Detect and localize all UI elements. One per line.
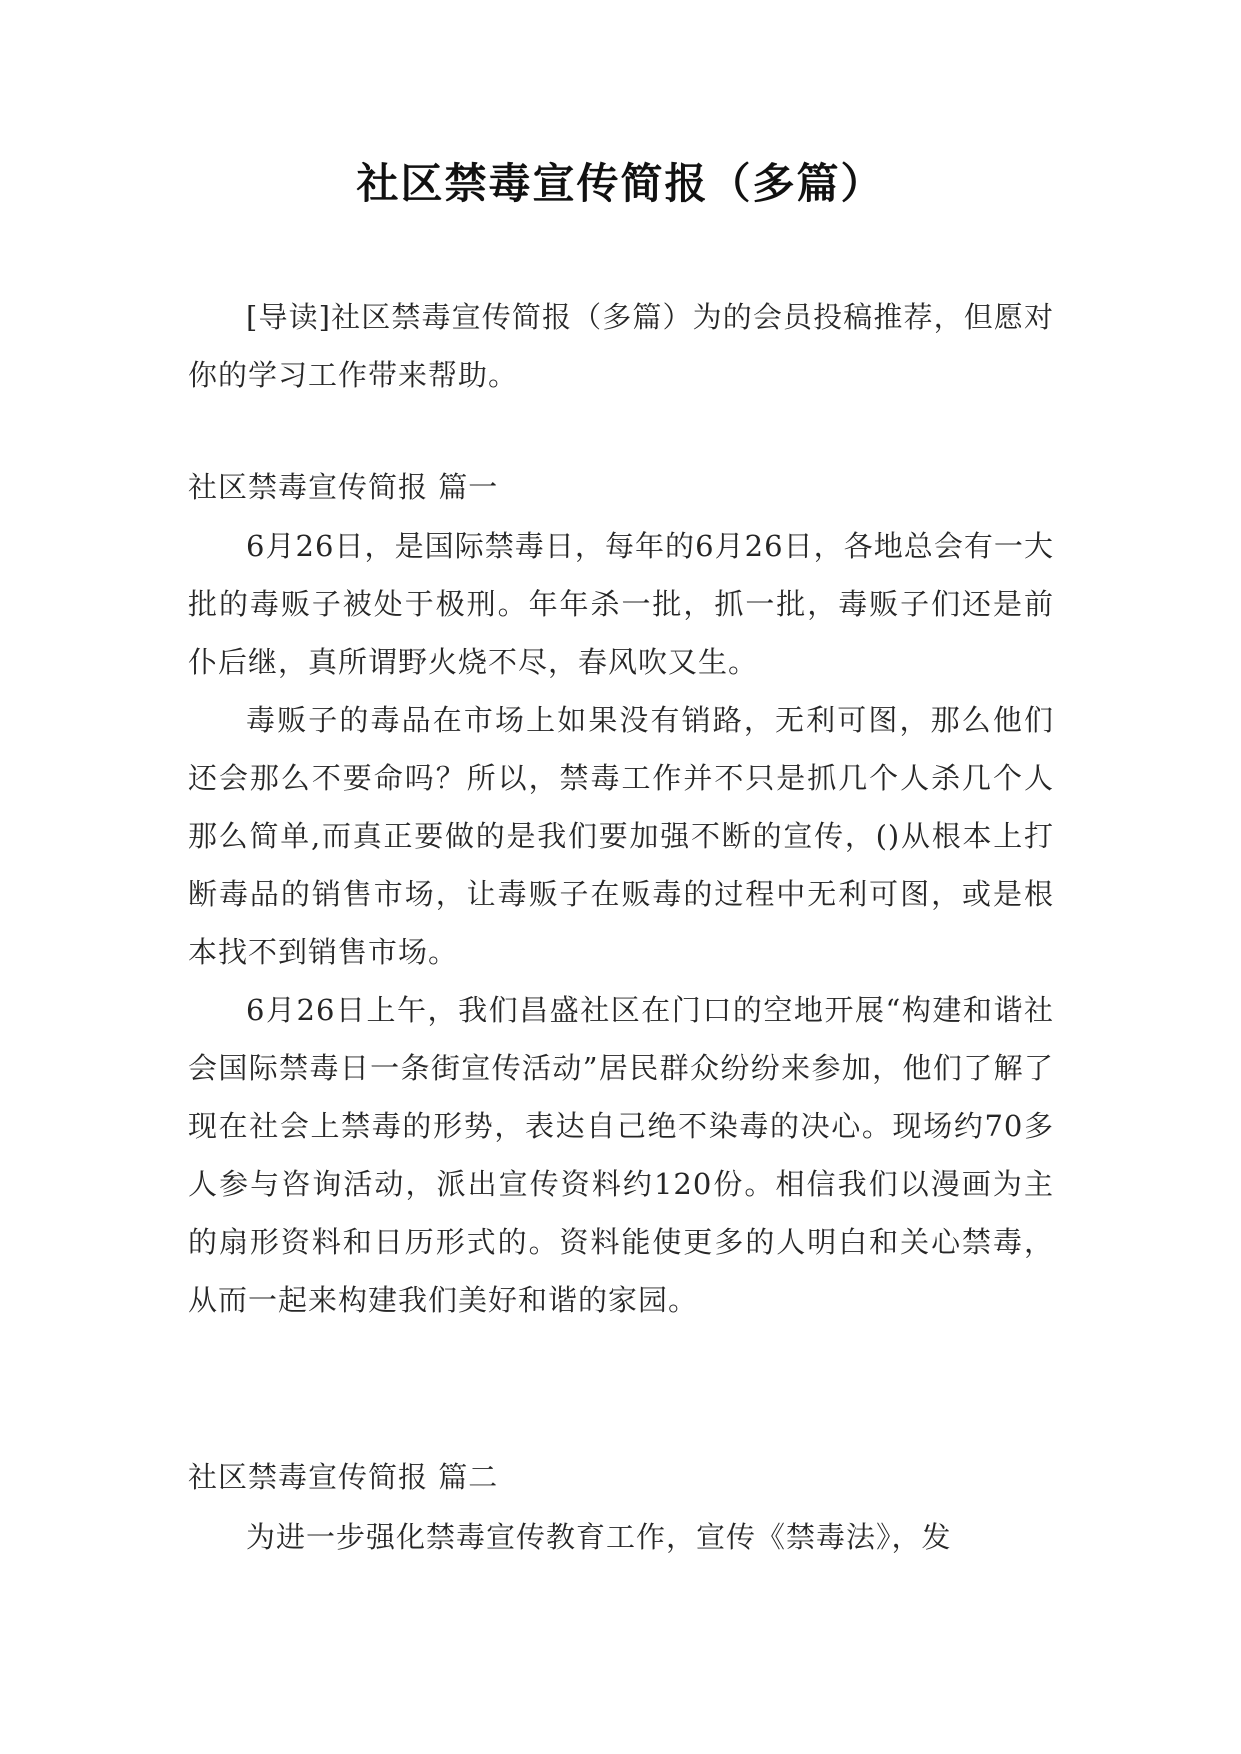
- intro-paragraph: [导读]社区禁毒宣传简报（多篇）为的会员投稿推荐，但愿对你的学习工作带来帮助。: [188, 300, 1054, 392]
- section-1-paragraph: 毒贩子的毒品在市场上如果没有销路，无利可图，那么他们还会那么不要命吗？所以，禁毒工作并不只是抓几个人杀几个人那么简单,而真正要做的是我们要加强不断的宣传，()从根本上打断毒品的销售市场，让毒贩子在贩毒的过程中无利可图，或是根本找不到销售市场。: [188, 703, 1054, 969]
- document-title: 社区禁毒宣传简报（多篇）: [356, 159, 885, 208]
- section-1-paragraph: 6月26日上午，我们昌盛社区在门口的空地开展“构建和谐社会国际禁毒日一条街宣传活动”居民群众纷纷来参加，他们了解了现在社会上禁毒的形势，表达自己绝不染毒的决心。现场约70多人参与咨询活动，派出宣传资料约120份。相信我们以漫画为主的扇形资料和日历形式的。资料能使更多的人明白和关心禁毒，从而一起来构建我们美好和谐的家园。: [188, 993, 1054, 1317]
- section-1-paragraph: 6月26日，是国际禁毒日，每年的6月26日，各地总会有一大批的毒贩子被处于极刑。年年杀一批，抓一批，毒贩子们还是前仆后继，真所谓野火烧不尽，春风吹又生。: [188, 529, 1054, 679]
- section-heading-2: 社区禁毒宣传简报 篇二: [188, 1460, 499, 1494]
- section-heading-1: 社区禁毒宣传简报 篇一: [188, 470, 499, 504]
- section-1-body: [188, 517, 1054, 1329]
- section-2-paragraph: 为进一步强化禁毒宣传教育工作，宣传《禁毒法》，发: [246, 1520, 952, 1554]
